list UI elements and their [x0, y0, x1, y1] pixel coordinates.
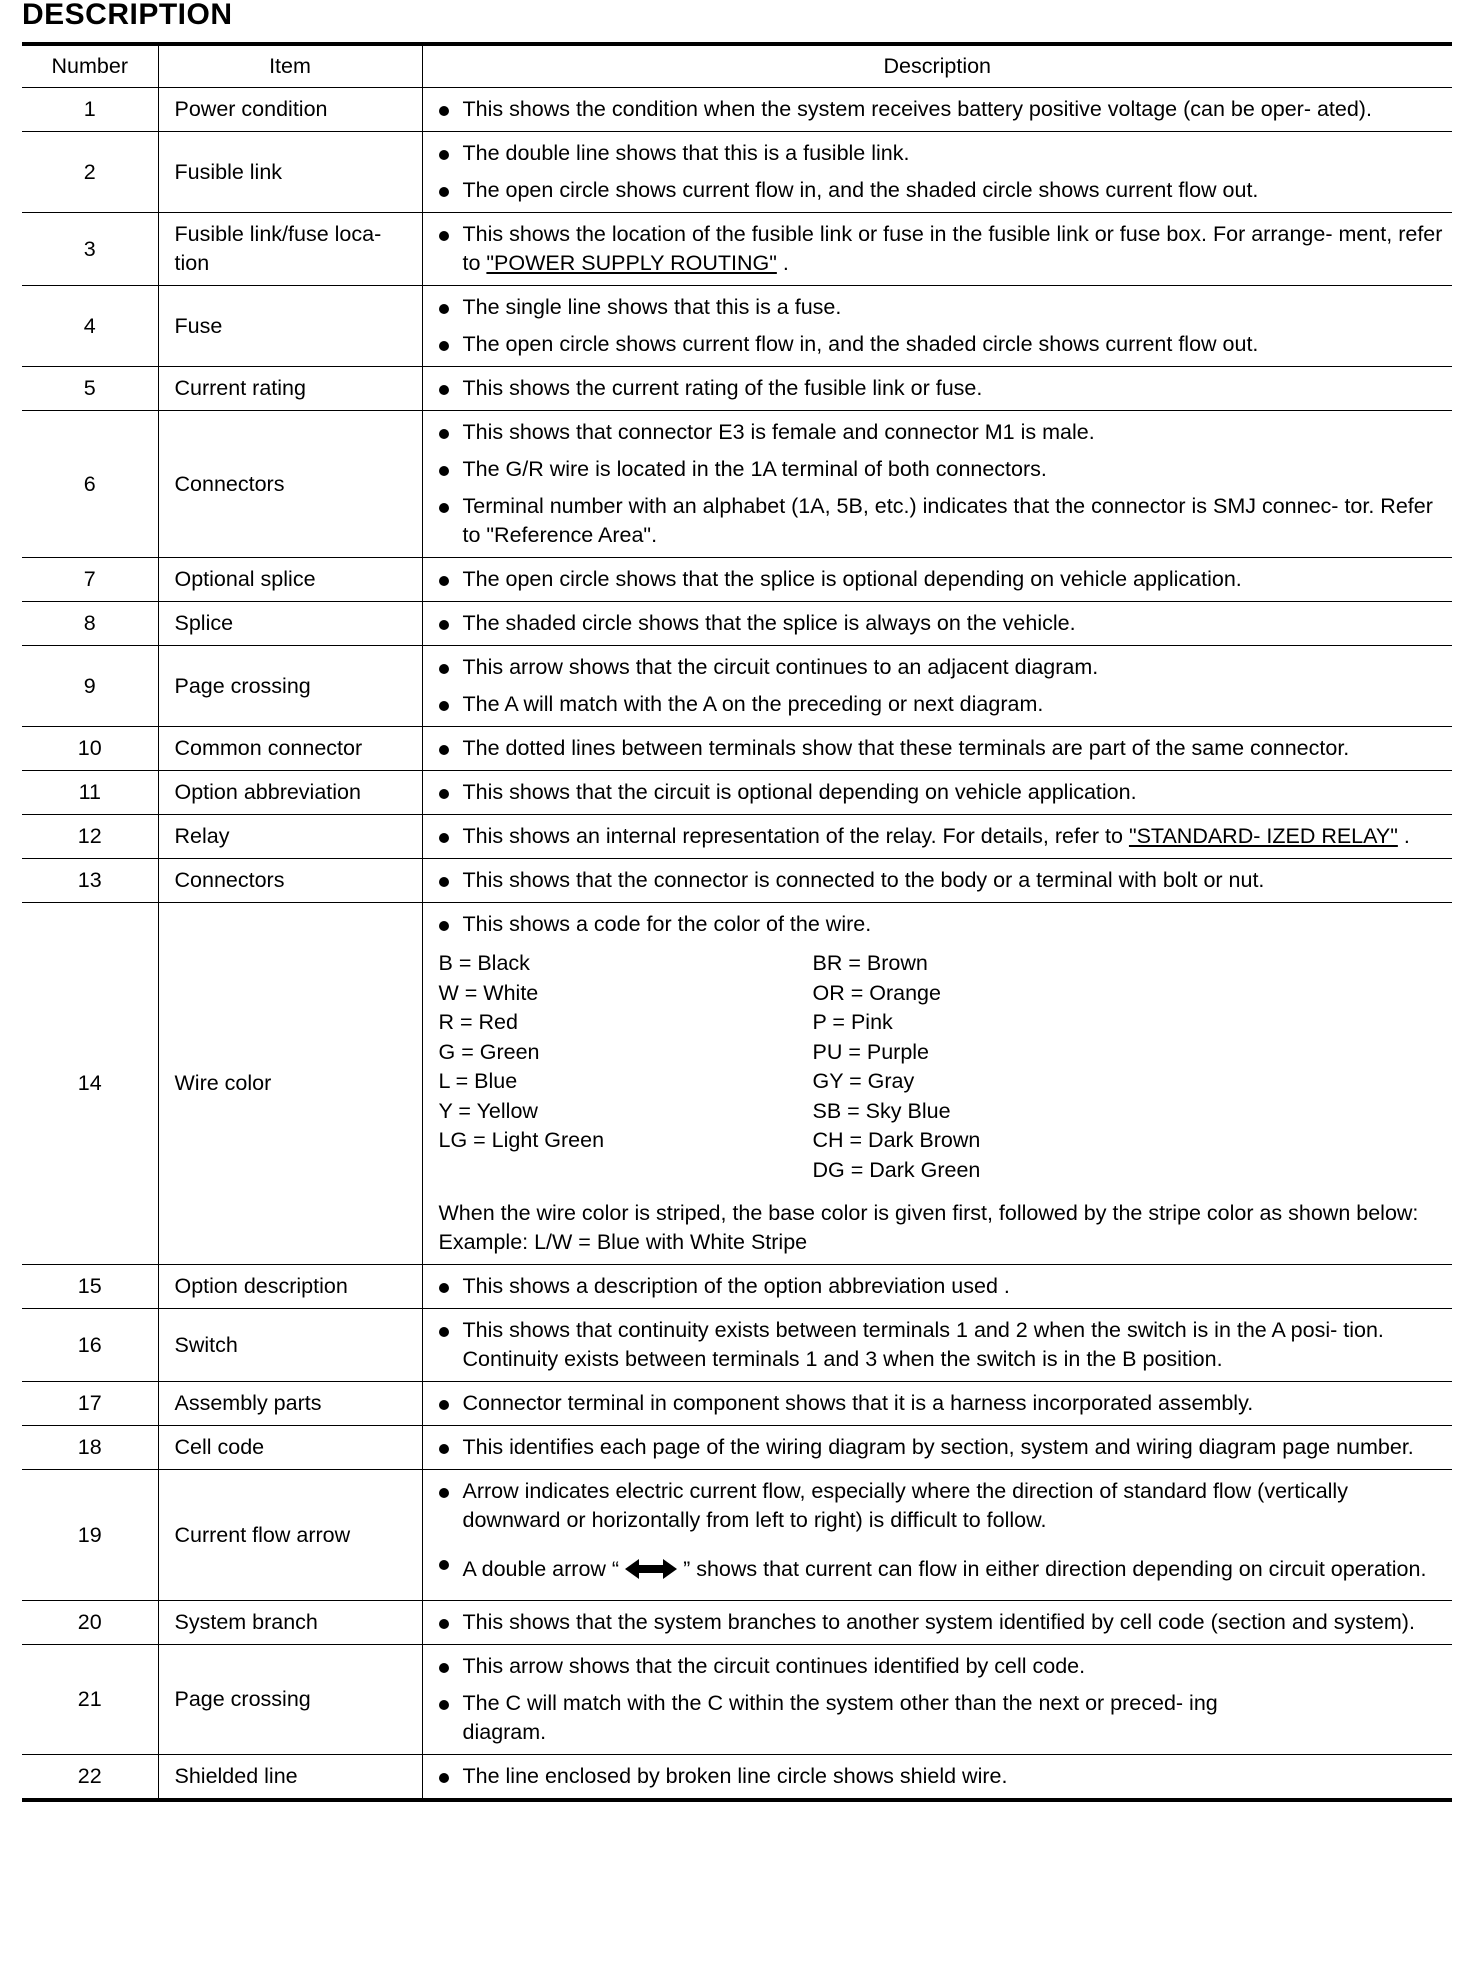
table-row — [22, 646, 1452, 727]
row-number: 17 — [22, 1382, 158, 1426]
row-description — [422, 727, 1452, 771]
row-description — [422, 411, 1452, 558]
color-code: CH = Dark Brown — [812, 1128, 981, 1152]
row-description — [422, 602, 1452, 646]
row-item: Switch — [158, 1309, 422, 1382]
row-number: 20 — [22, 1601, 158, 1645]
color-code: GY = Gray — [812, 1069, 915, 1093]
color-code: PU = Purple — [812, 1039, 930, 1064]
table-row — [22, 1265, 1452, 1309]
row-item: Current rating — [158, 367, 422, 411]
header-item: Item — [158, 44, 422, 88]
row-description — [422, 88, 1452, 132]
striped-wire-note — [439, 1199, 1447, 1257]
table-row — [22, 286, 1452, 367]
row-item: Page crossing — [158, 1645, 422, 1755]
row-description — [422, 1426, 1452, 1470]
table-row — [22, 1601, 1452, 1645]
row-item: Wire color — [158, 903, 422, 1265]
table-row — [22, 367, 1452, 411]
bullet: The line enclosed by broken line circle shows shield wire. — [439, 1762, 1447, 1791]
bullet: This shows that the system branches to another system identified by cell code (section and system). — [439, 1608, 1447, 1637]
table-row — [22, 1309, 1452, 1382]
double-arrow-icon — [625, 1553, 677, 1593]
bullet — [439, 220, 1447, 278]
row-number: 10 — [22, 727, 158, 771]
row-description — [422, 1382, 1452, 1426]
row-number: 5 — [22, 367, 158, 411]
bullet: Arrow indicates electric current flow, especially where the direction of standard flow (vertically downward or horizontally from left to right) is difficult to follow. — [439, 1477, 1447, 1535]
row-number: 12 — [22, 815, 158, 859]
row-item: Fuse — [158, 286, 422, 367]
bullet — [439, 822, 1447, 851]
row-description — [422, 859, 1452, 903]
row-item: Shielded line — [158, 1755, 422, 1801]
row-number: 13 — [22, 859, 158, 903]
bullet: The open circle shows that the splice is optional depending on vehicle application. — [439, 565, 1447, 594]
row-number: 19 — [22, 1470, 158, 1601]
bullet-text: This shows an internal representation of the relay. For details, refer to — [462, 824, 1129, 848]
color-code: OR = Orange — [812, 980, 941, 1005]
table-row — [22, 1426, 1452, 1470]
table-row — [22, 1645, 1452, 1755]
table-row — [22, 602, 1452, 646]
color-code: DG = Dark Green — [812, 1157, 981, 1182]
header-description: Description — [422, 44, 1452, 88]
bullet: This shows that continuity exists between terminals 1 and 2 when the switch is in the A posi- tion. Continuity exists between terminals 1 and 3 when the switch is in the B position. — [439, 1316, 1447, 1374]
bullet — [439, 1549, 1447, 1593]
row-item: Power condition — [158, 88, 422, 132]
table-row — [22, 411, 1452, 558]
bullet-text: . — [776, 251, 789, 275]
color-code: Y = Yellow — [438, 1098, 538, 1123]
row-item: Optional splice — [158, 558, 422, 602]
row-number: 16 — [22, 1309, 158, 1382]
row-number: 4 — [22, 286, 158, 367]
bullet: This arrow shows that the circuit continues to an adjacent diagram. — [439, 653, 1447, 682]
row-description — [422, 903, 1452, 1265]
table-row — [22, 1470, 1452, 1601]
row-description — [422, 213, 1452, 286]
color-code: W = White — [438, 980, 539, 1005]
bullet: The single line shows that this is a fuse. — [439, 293, 1447, 322]
power-supply-routing-link[interactable]: "POWER SUPPLY ROUTING" — [486, 251, 777, 275]
row-number: 14 — [22, 903, 158, 1265]
bullet: This shows the condition when the system receives battery positive voltage (can be oper- ated). — [439, 95, 1447, 124]
color-code: BR = Brown — [812, 951, 928, 975]
bullet: Connector terminal in component shows that it is a harness incorporated assembly. — [439, 1389, 1447, 1418]
header-number: Number — [22, 44, 158, 88]
page — [22, 0, 1452, 1802]
bullet: The C will match with the C within the system other than the next or preced- ing diagram. — [439, 1689, 1447, 1747]
bullet: This shows a code for the color of the wire. — [439, 910, 1447, 939]
bullet: This shows that the circuit is optional depending on vehicle application. — [439, 778, 1447, 807]
row-description — [422, 646, 1452, 727]
row-item: Relay — [158, 815, 422, 859]
row-number: 6 — [22, 411, 158, 558]
row-item: Fusible link — [158, 132, 422, 213]
row-number: 1 — [22, 88, 158, 132]
table-row — [22, 132, 1452, 213]
row-description — [422, 1601, 1452, 1645]
row-description — [422, 558, 1452, 602]
bullet: This shows the current rating of the fusible link or fuse. — [439, 374, 1447, 403]
bullet-text: . — [1397, 824, 1410, 848]
row-description — [422, 1470, 1452, 1601]
row-description — [422, 367, 1452, 411]
row-number: 2 — [22, 132, 158, 213]
row-number: 18 — [22, 1426, 158, 1470]
row-item: Option abbreviation — [158, 771, 422, 815]
table-row — [22, 558, 1452, 602]
wire-color-column-left — [439, 949, 813, 1185]
row-description — [422, 815, 1452, 859]
bullet: This identifies each page of the wiring diagram by section, system and wiring diagram page number. — [439, 1433, 1447, 1462]
table-row — [22, 213, 1452, 286]
bullet: This shows that connector E3 is female and connector M1 is male. — [439, 418, 1447, 447]
table-row — [22, 1755, 1452, 1801]
bullet-text: ” shows that current can flow in either direction depending on circuit operation. — [683, 1557, 1427, 1581]
row-number: 3 — [22, 213, 158, 286]
wire-color-column-right — [813, 949, 1447, 1185]
row-description — [422, 1645, 1452, 1755]
note-line: When the wire color is striped, the base color is given first, followed by the stripe color as shown below: — [438, 1201, 1419, 1225]
row-description — [422, 1755, 1452, 1801]
bullet-text: This shows the location of the fusible link or fuse in the fusible link or fuse box. For arrange- ment, refer to — [462, 222, 1443, 275]
page-title: DESCRIPTION — [22, 0, 233, 31]
row-item: Connectors — [158, 411, 422, 558]
row-number: 8 — [22, 602, 158, 646]
row-description — [422, 132, 1452, 213]
row-item: Cell code — [158, 1426, 422, 1470]
row-description — [422, 286, 1452, 367]
description-table — [22, 42, 1452, 1802]
row-number: 21 — [22, 1645, 158, 1755]
row-item: Fusible link/fuse loca- tion — [158, 213, 422, 286]
note-line: Example: L/W = Blue with White Stripe — [438, 1230, 808, 1254]
table-row — [22, 1382, 1452, 1426]
bullet: The G/R wire is located in the 1A terminal of both connectors. — [439, 455, 1447, 484]
color-code: P = Pink — [812, 1010, 893, 1034]
color-code: SB = Sky Blue — [812, 1098, 951, 1123]
row-item: Page crossing — [158, 646, 422, 727]
row-item: System branch — [158, 1601, 422, 1645]
bullet: The open circle shows current flow in, and the shaded circle shows current flow out. — [439, 176, 1447, 205]
bullet: The A will match with the A on the preceding or next diagram. — [439, 690, 1447, 719]
row-number: 7 — [22, 558, 158, 602]
table-row — [22, 88, 1452, 132]
bullet: The shaded circle shows that the splice is always on the vehicle. — [439, 609, 1447, 638]
bullet: This shows a description of the option abbreviation used . — [439, 1272, 1447, 1301]
color-code: LG = Light Green — [438, 1128, 605, 1152]
row-description — [422, 1309, 1452, 1382]
header-row — [22, 44, 1452, 88]
bullet: Terminal number with an alphabet (1A, 5B, etc.) indicates that the connector is SMJ connec- tor. Refer to "Reference Area". — [439, 492, 1447, 550]
bullet: The double line shows that this is a fusible link. — [439, 139, 1447, 168]
bullet: This shows that the connector is connected to the body or a terminal with bolt or nut. — [439, 866, 1447, 895]
bullet: This arrow shows that the circuit continues identified by cell code. — [439, 1652, 1447, 1681]
row-item: Assembly parts — [158, 1382, 422, 1426]
row-item: Option description — [158, 1265, 422, 1309]
row-number: 9 — [22, 646, 158, 727]
row-item: Current flow arrow — [158, 1470, 422, 1601]
table-row — [22, 727, 1452, 771]
table-row — [22, 859, 1452, 903]
color-code: L = Blue — [438, 1069, 518, 1093]
bullet: The dotted lines between terminals show that these terminals are part of the same connector. — [439, 734, 1447, 763]
row-description — [422, 1265, 1452, 1309]
row-item: Common connector — [158, 727, 422, 771]
standardized-relay-link[interactable]: "STANDARD- IZED RELAY" — [1128, 824, 1398, 848]
bullet: The open circle shows current flow in, and the shaded circle shows current flow out. — [439, 330, 1447, 359]
row-number: 22 — [22, 1755, 158, 1801]
color-code: R = Red — [438, 1010, 518, 1034]
row-item: Splice — [158, 602, 422, 646]
wire-color-codes — [439, 949, 1447, 1185]
row-number: 15 — [22, 1265, 158, 1309]
color-code: B = Black — [438, 951, 530, 975]
table-row — [22, 771, 1452, 815]
table-row — [22, 815, 1452, 859]
table-row — [22, 903, 1452, 1265]
row-item: Connectors — [158, 859, 422, 903]
row-description — [422, 771, 1452, 815]
color-code: G = Green — [438, 1039, 540, 1064]
bullet-text: A double arrow “ — [462, 1557, 620, 1581]
row-number: 11 — [22, 771, 158, 815]
